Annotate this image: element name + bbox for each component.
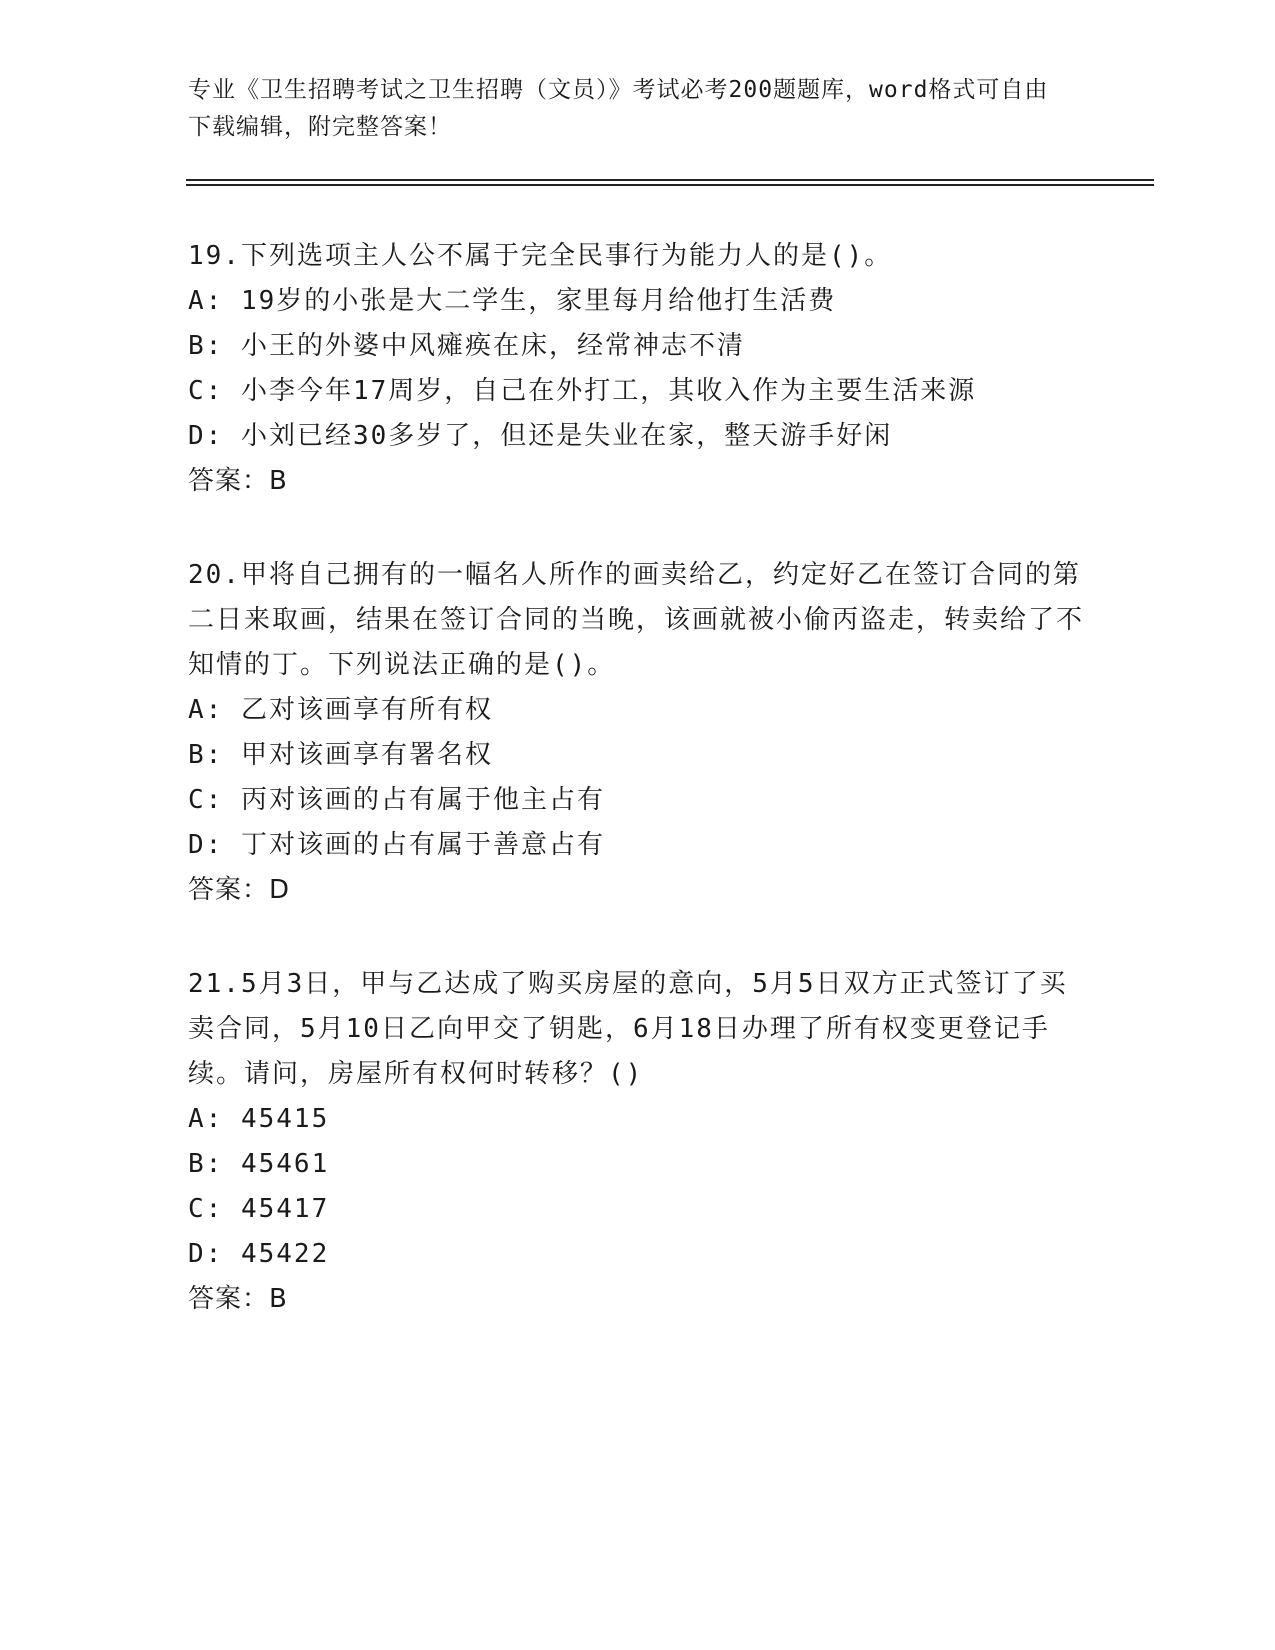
option-text: 甲对该画享有署名权 bbox=[240, 740, 493, 770]
option-letter: A: bbox=[188, 286, 224, 316]
question-20 bbox=[188, 553, 1088, 913]
answer-line: 答案：B bbox=[188, 466, 288, 496]
question-stem: 20.甲将自己拥有的一幅名人所作的画卖给乙，约定好乙在签订合同的第二日来取画，结果在签订合同的当晚，该画就被小偷丙盗走，转卖给了不知情的丁。下列说法正确的是()。 bbox=[188, 560, 1085, 680]
option-letter: A: bbox=[188, 1104, 224, 1134]
option-a bbox=[188, 1097, 1088, 1142]
option-letter: D: bbox=[188, 830, 224, 860]
document-intro: 专业《卫生招聘考试之卫生招聘（文员）》考试必考200题题库，word格式可自由下载编辑，附完整答案！ bbox=[188, 77, 1049, 140]
option-text: 45422 bbox=[240, 1239, 330, 1269]
option-letter: A: bbox=[188, 695, 224, 725]
option-text: 丁对该画的占有属于善意占有 bbox=[240, 830, 605, 860]
option-letter: B: bbox=[188, 740, 224, 770]
option-text: 45417 bbox=[240, 1194, 330, 1224]
option-text: 小李今年17周岁，自己在外打工，其收入作为主要生活来源 bbox=[240, 376, 977, 406]
option-c bbox=[188, 1187, 1088, 1232]
option-d bbox=[188, 823, 1088, 868]
header-divider-top bbox=[186, 179, 1154, 181]
option-text: 19岁的小张是大二学生，家里每月给他打生活费 bbox=[240, 286, 837, 316]
option-a bbox=[188, 279, 1088, 324]
option-text: 45415 bbox=[240, 1104, 330, 1134]
option-letter: C: bbox=[188, 785, 224, 815]
option-c bbox=[188, 369, 1088, 414]
option-text: 45461 bbox=[240, 1149, 330, 1179]
question-stem: 21.5月3日，甲与乙达成了购买房屋的意向，5月5日双方正式签订了买卖合同，5月10日乙向甲交了钥匙，6月18日办理了所有权变更登记手续。请问，房屋所有权何时转移？() bbox=[188, 969, 1068, 1089]
option-b bbox=[188, 324, 1088, 369]
option-d bbox=[188, 414, 1088, 459]
answer-line: 答案：B bbox=[188, 1284, 288, 1314]
header-divider-bottom bbox=[186, 184, 1154, 186]
option-b bbox=[188, 733, 1088, 778]
option-letter: C: bbox=[188, 376, 224, 406]
question-stem: 19.下列选项主人公不属于完全民事行为能力人的是()。 bbox=[188, 241, 893, 271]
option-letter: C: bbox=[188, 1194, 224, 1224]
option-text: 丙对该画的占有属于他主占有 bbox=[240, 785, 605, 815]
option-d bbox=[188, 1232, 1088, 1277]
option-letter: D: bbox=[188, 1239, 224, 1269]
option-text: 乙对该画享有所有权 bbox=[240, 695, 493, 725]
question-21 bbox=[188, 962, 1088, 1322]
question-19 bbox=[188, 234, 1088, 504]
option-text: 小刘已经30多岁了，但还是失业在家，整天游手好闲 bbox=[240, 421, 893, 451]
option-c bbox=[188, 778, 1088, 823]
option-a bbox=[188, 688, 1088, 733]
option-letter: D: bbox=[188, 421, 224, 451]
option-b bbox=[188, 1142, 1088, 1187]
option-letter: B: bbox=[188, 331, 224, 361]
option-text: 小王的外婆中风瘫痪在床，经常神志不清 bbox=[240, 331, 745, 361]
answer-line: 答案：D bbox=[188, 875, 291, 905]
option-letter: B: bbox=[188, 1149, 224, 1179]
